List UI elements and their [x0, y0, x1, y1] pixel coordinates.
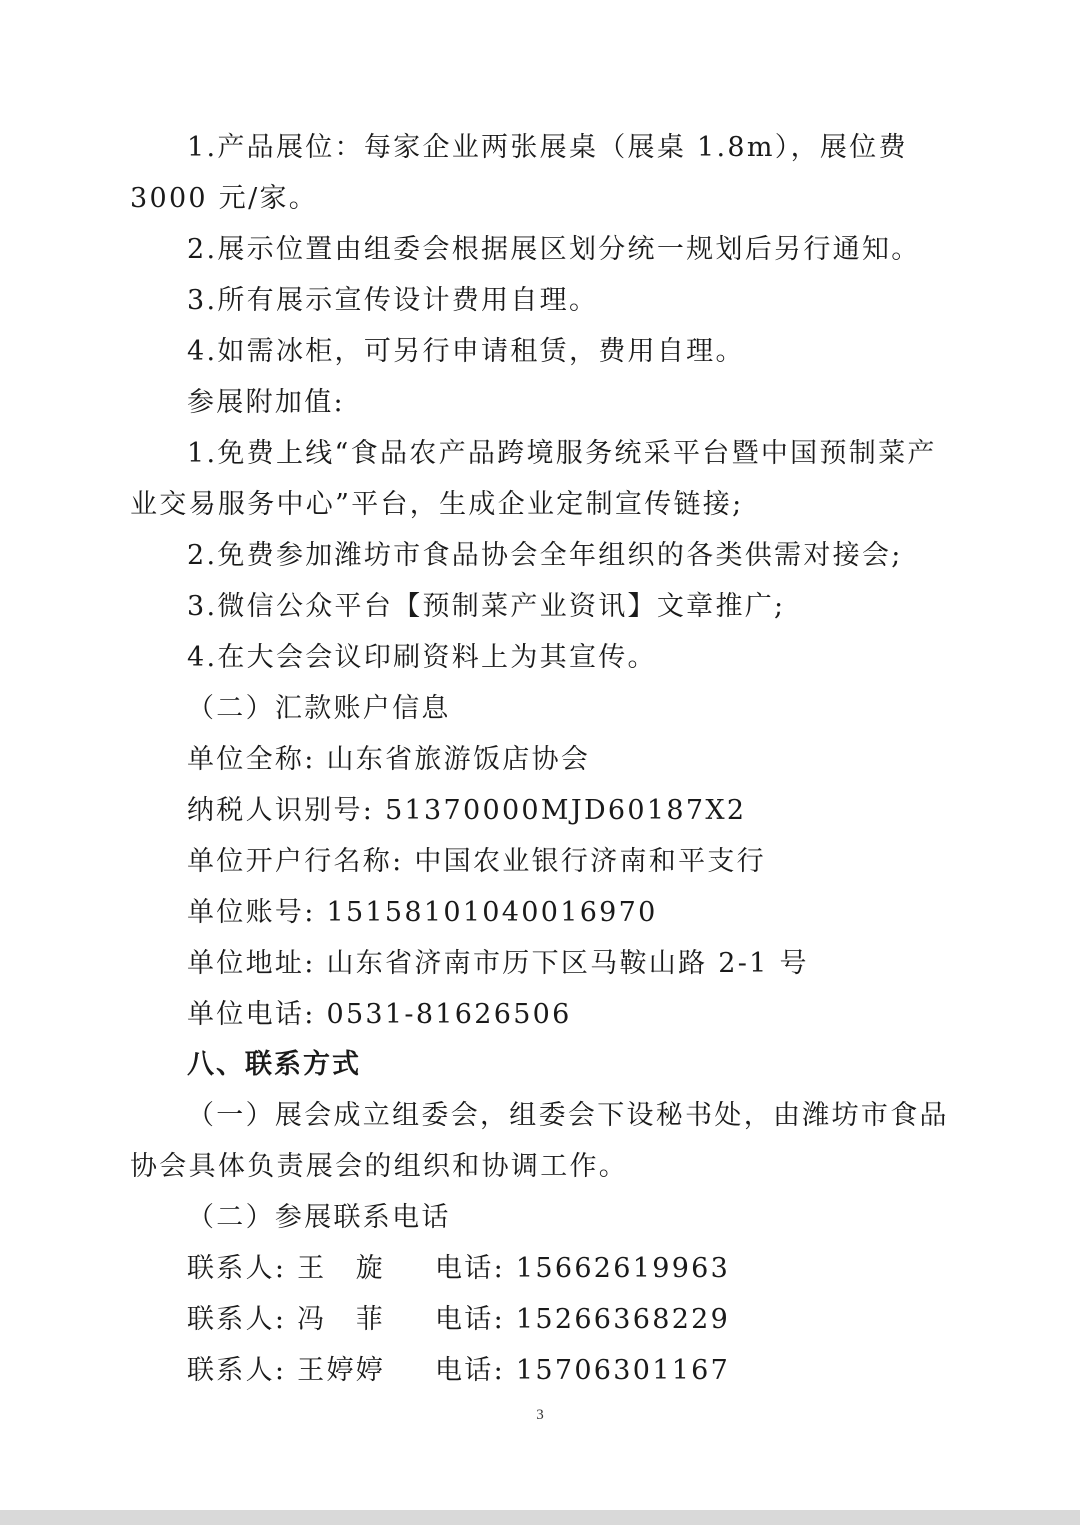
account-number: 单位账号: 15158101040016970 [187, 897, 658, 928]
contact-phone: 电话: 15706301167 [435, 1355, 731, 1386]
added-value-4: 4.在大会会议印刷资料上为其宣传。 [187, 642, 657, 673]
booth-item-1-line-1: 1.产品展位：每家企业两张展桌（展桌 1.8m），展位费 [187, 132, 908, 163]
added-value-3: 3.微信公众平台【预制菜产业资讯】文章推广; [187, 591, 786, 622]
account-phone: 单位电话: 0531-81626506 [187, 999, 572, 1030]
contact-phone: 电话: 15266368229 [435, 1304, 731, 1335]
organizer-line-1: （一）展会成立组委会，组委会下设秘书处，由潍坊市食品 [187, 1100, 949, 1131]
contact-section-heading: 八、联系方式 [187, 1049, 361, 1080]
added-value-title: 参展附加值: [187, 387, 345, 418]
added-value-2: 2.免费参加潍坊市食品协会全年组织的各类供需对接会; [187, 540, 903, 571]
added-value-1-line-2: 业交易服务中心”平台，生成企业定制宣传链接; [130, 489, 744, 520]
bottom-scroll-bar [0, 1510, 1080, 1525]
account-bank: 单位开户行名称: 中国农业银行济南和平支行 [187, 846, 766, 877]
account-address: 单位地址: 山东省济南市历下区马鞍山路 2-1 号 [187, 948, 809, 979]
booth-item-3: 3.所有展示宣传设计费用自理。 [187, 285, 599, 316]
added-value-1-line-1: 1.免费上线“食品农产品跨境服务统采平台暨中国预制菜产 [187, 438, 937, 469]
booth-item-1-line-2: 3000 元/家。 [130, 183, 319, 214]
account-tax-id: 纳税人识别号: 51370000MJD60187X2 [187, 795, 747, 826]
contact-phone: 电话: 15662619963 [435, 1253, 731, 1284]
contact-name: 联系人: 王 旋 [187, 1253, 386, 1284]
account-name: 单位全称: 山东省旅游饭店协会 [187, 744, 591, 775]
contact-phones-title: （二）参展联系电话 [187, 1202, 451, 1233]
account-section-title: （二）汇款账户信息 [187, 693, 451, 724]
contact-name: 联系人: 王婷婷 [187, 1355, 386, 1386]
booth-item-4: 4.如需冰柜，可另行申请租赁，费用自理。 [187, 336, 745, 367]
contact-name: 联系人: 冯 菲 [187, 1304, 386, 1335]
organizer-line-2: 协会具体负责展会的组织和协调工作。 [130, 1151, 629, 1182]
booth-item-2: 2.展示位置由组委会根据展区划分统一规划后另行通知。 [187, 234, 921, 265]
page-number: 3 [536, 1407, 544, 1423]
